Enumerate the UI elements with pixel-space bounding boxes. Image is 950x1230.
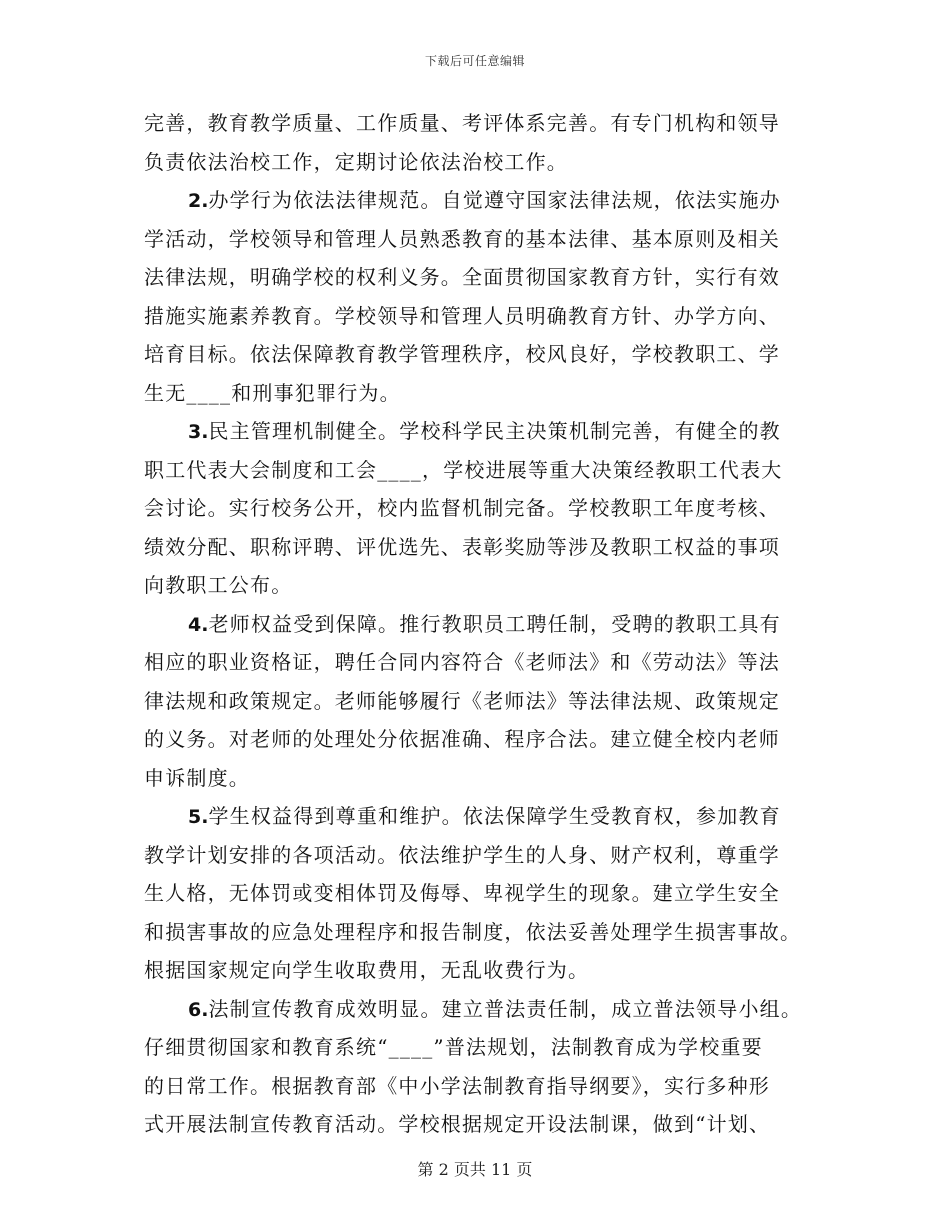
paragraph-line: 申诉制度。 [144,765,250,790]
paragraph-line: 学活动，学校领导和管理人员熟悉教育的基本法律、基本原则及相关 [144,226,780,251]
paragraph-line-text: 法制宣传教育成效明显。建立普法责任制，成立普法领导小组。 [208,996,803,1021]
paragraph-line: 律法规和政策规定。老师能够履行《老师法》等法律法规、政策规定 [144,688,780,713]
paragraph-line: 负责依法治校工作，定期讨论依法治校工作。 [144,149,568,174]
paragraph-number: 6. [188,998,209,1021]
paragraph-line-text: 老师权益受到保障。推行教职员工聘任制，受聘的教职工具有 [208,611,781,636]
paragraph-line-text: 办学行为依法法律规范。自觉遵守国家法律法规，依法实施办 [208,188,781,212]
paragraph-line: 和损害事故的应急处理程序和报告制度，依法妥善处理学生损害事故。 [144,919,802,944]
paragraph-number: 5. [188,806,209,828]
paragraph-number: 2. [188,190,209,212]
paragraph-line: 培育目标。依法保障教育教学管理秩序，校风良好，学校教职工、学 [144,342,780,366]
paragraph-line: 完善，教育教学质量、工作质量、考评体系完善。有专门机构和领导 [144,111,780,135]
paragraph-first-line [144,797,816,836]
paragraph-line: 法律法规，明确学校的权利义务。全面贯彻国家教育方针，实行有效 [144,265,780,289]
paragraph-line: 措施实施素养教育。学校领导和管理人员明确教育方针、办学方向、 [144,303,780,328]
paragraph-first-line [144,990,816,1029]
paragraph-line: 绩效分配、职称评聘、评优选先、表彰奖励等涉及教职工权益的事项 [144,534,780,559]
paragraph-line-text: 学生权益得到尊重和维护。依法保障学生受教育权，参加教育 [208,804,781,828]
paragraph-line: 的义务。对老师的处理处分依据准确、程序合法。建立健全校内老师 [144,727,780,751]
paragraph-number: 4. [188,613,209,636]
paragraph-number: 3. [188,421,209,443]
paragraph-line: 教学计划安排的各项活动。依法维护学生的人身、财产权利，尊重学 [144,842,780,867]
paragraph-line: 会讨论。实行校务公开，校内监督机制完备。学校教职工年度考核、 [144,496,780,520]
paragraph-line: 根据国家规定向学生收取费用，无乱收费行为。 [144,958,590,982]
page-number-footer: 第 2 页共 11 页 [417,1160,533,1179]
paragraph-line: 职工代表大会制度和工会____，学校进展等重大决策经教职工代表大 [144,457,783,482]
paragraph-first-line [144,605,816,644]
paragraph-line: 生无____和刑事犯罪行为。 [144,380,401,405]
paragraph-first-line [144,412,816,451]
paragraph-line: 的日常工作。根据教育部《中小学法制教育指导纲要》，实行多种形 [144,1073,770,1098]
paragraph-first-line [144,181,816,220]
paragraph-line-text: 民主管理机制健全。学校科学民主决策机制完善，有健全的教 [208,419,781,443]
paragraph-line: 式开展法制宣传教育活动。学校根据规定开设法制课，做到“计划、 [144,1112,771,1136]
paragraph-line: 向教职工公布。 [144,573,293,597]
paragraph-line: 生人格，无体罚或变相体罚及侮辱、卑视学生的现象。建立学生安全 [144,881,780,905]
paragraph-line: 仔细贯彻国家和教育系统“____”普法规划，法制教育成为学校重要 [144,1035,763,1059]
document-body [144,104,816,1144]
page-header-note: 下载后可任意编辑 [424,54,525,68]
paragraph-line: 相应的职业资格证，聘任合同内容符合《老师法》和《劳动法》等法 [144,650,780,674]
